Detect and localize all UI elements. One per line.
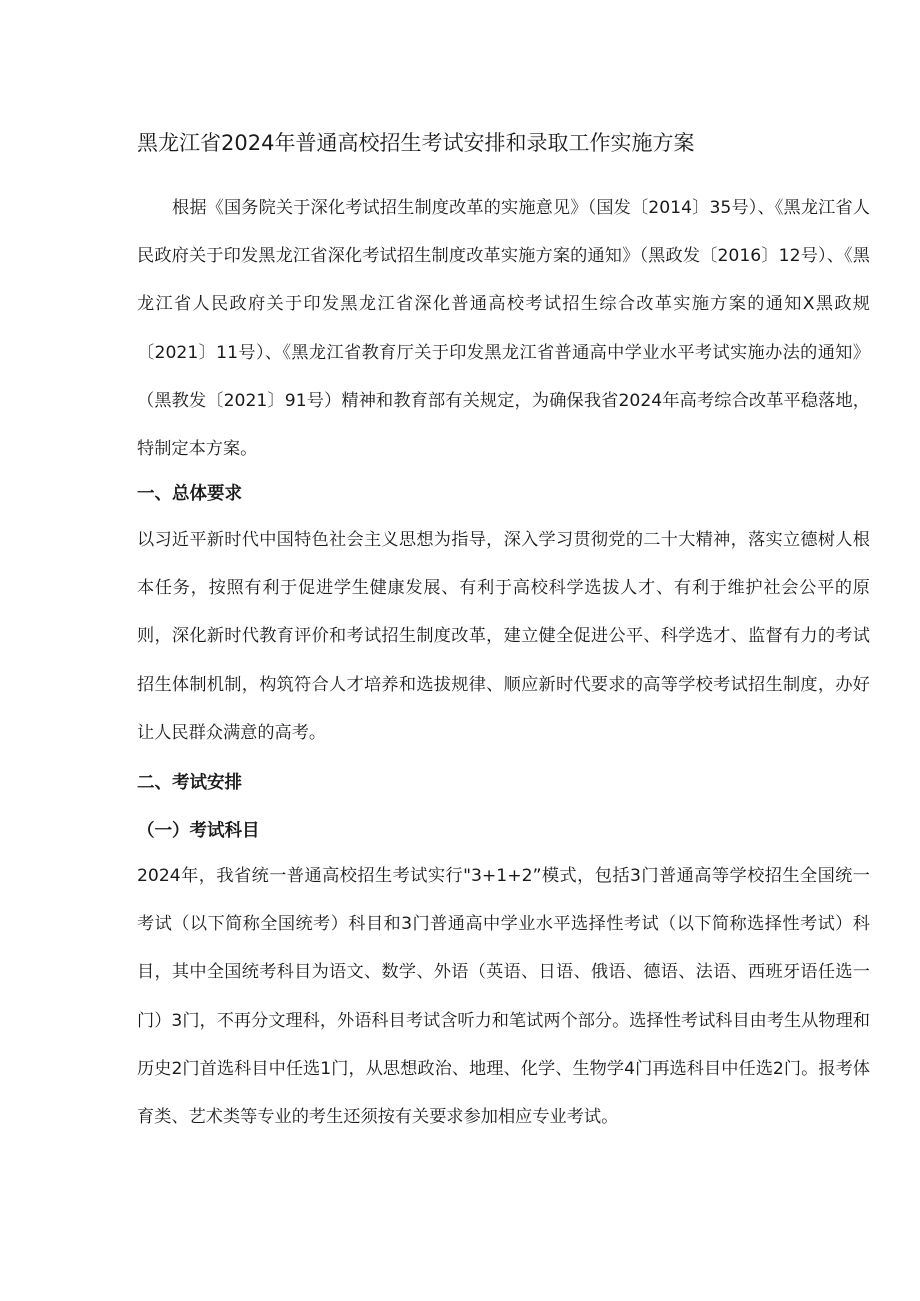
section-heading-general: 一、总体要求 <box>137 484 242 504</box>
document-title: 黑龙江省2024年普通高校招生考试安排和录取工作实施方案 <box>137 131 695 155</box>
intro-paragraph: 根据《国务院关于深化考试招生制度改革的实施意见》（国发〔2014〕35号）、《黑龙江省人民政府关于印发黑龙江省深化考试招生制度改革实施方案的通知》（黑政发〔2016〕12号）、《黑龙江省人民政府关于印发黑龙江省深化普通高校考试招生综合改革实施方案的通知X黑政规〔2021〕11号）、《黑龙江省教育厅关于印发黑龙江省普通高中学业水平考试实施办法的通知》（黑教发〔2021〕91号）精神和教育部有关规定，为确保我省2024年高考综合改革平稳落地，特制定本方案。 <box>137 198 870 460</box>
general-requirements-paragraph: 以习近平新时代中国特色社会主义思想为指导，深入学习贯彻党的二十大精神，落实立德树人根本任务，按照有利于促进学生健康发展、有利于高校科学选拔人才、有利于维护社会公平的原则，深化新时代教育评价和考试招生制度改革，建立健全促进公平、科学选才、监督有力的考试招生体制机制，构筑符合人才培养和选拔规律、顺应新时代要求的高等学校考试招生制度，办好让人民群众满意的高考。 <box>137 530 870 743</box>
section-heading-exam: 二、考试安排 <box>137 773 242 793</box>
subsection-heading-subjects: （一）考试科目 <box>137 821 260 841</box>
exam-subjects-paragraph: 2024年，我省统一普通高校招生考试实行"3+1+2”模式，包括3门普通高等学校招生全国统一考试（以下简称全国统考）科目和3门普通高中学业水平选择性考试（以下简称选择性考试）科目，其中全国统考科目为语文、数学、外语（英语、日语、俄语、德语、法语、西班牙语任选一门）3门，不再分文理科，外语科目考试含听力和笔试两个部分。选择性考试科目由考生从物理和历史2门首选科目中任选1门，从思想政治、地理、化学、生物学4门再选科目中任选2门。报考体育类、艺术类等专业的考生还须按有关要求参加相应专业考试。 <box>137 866 870 1128</box>
